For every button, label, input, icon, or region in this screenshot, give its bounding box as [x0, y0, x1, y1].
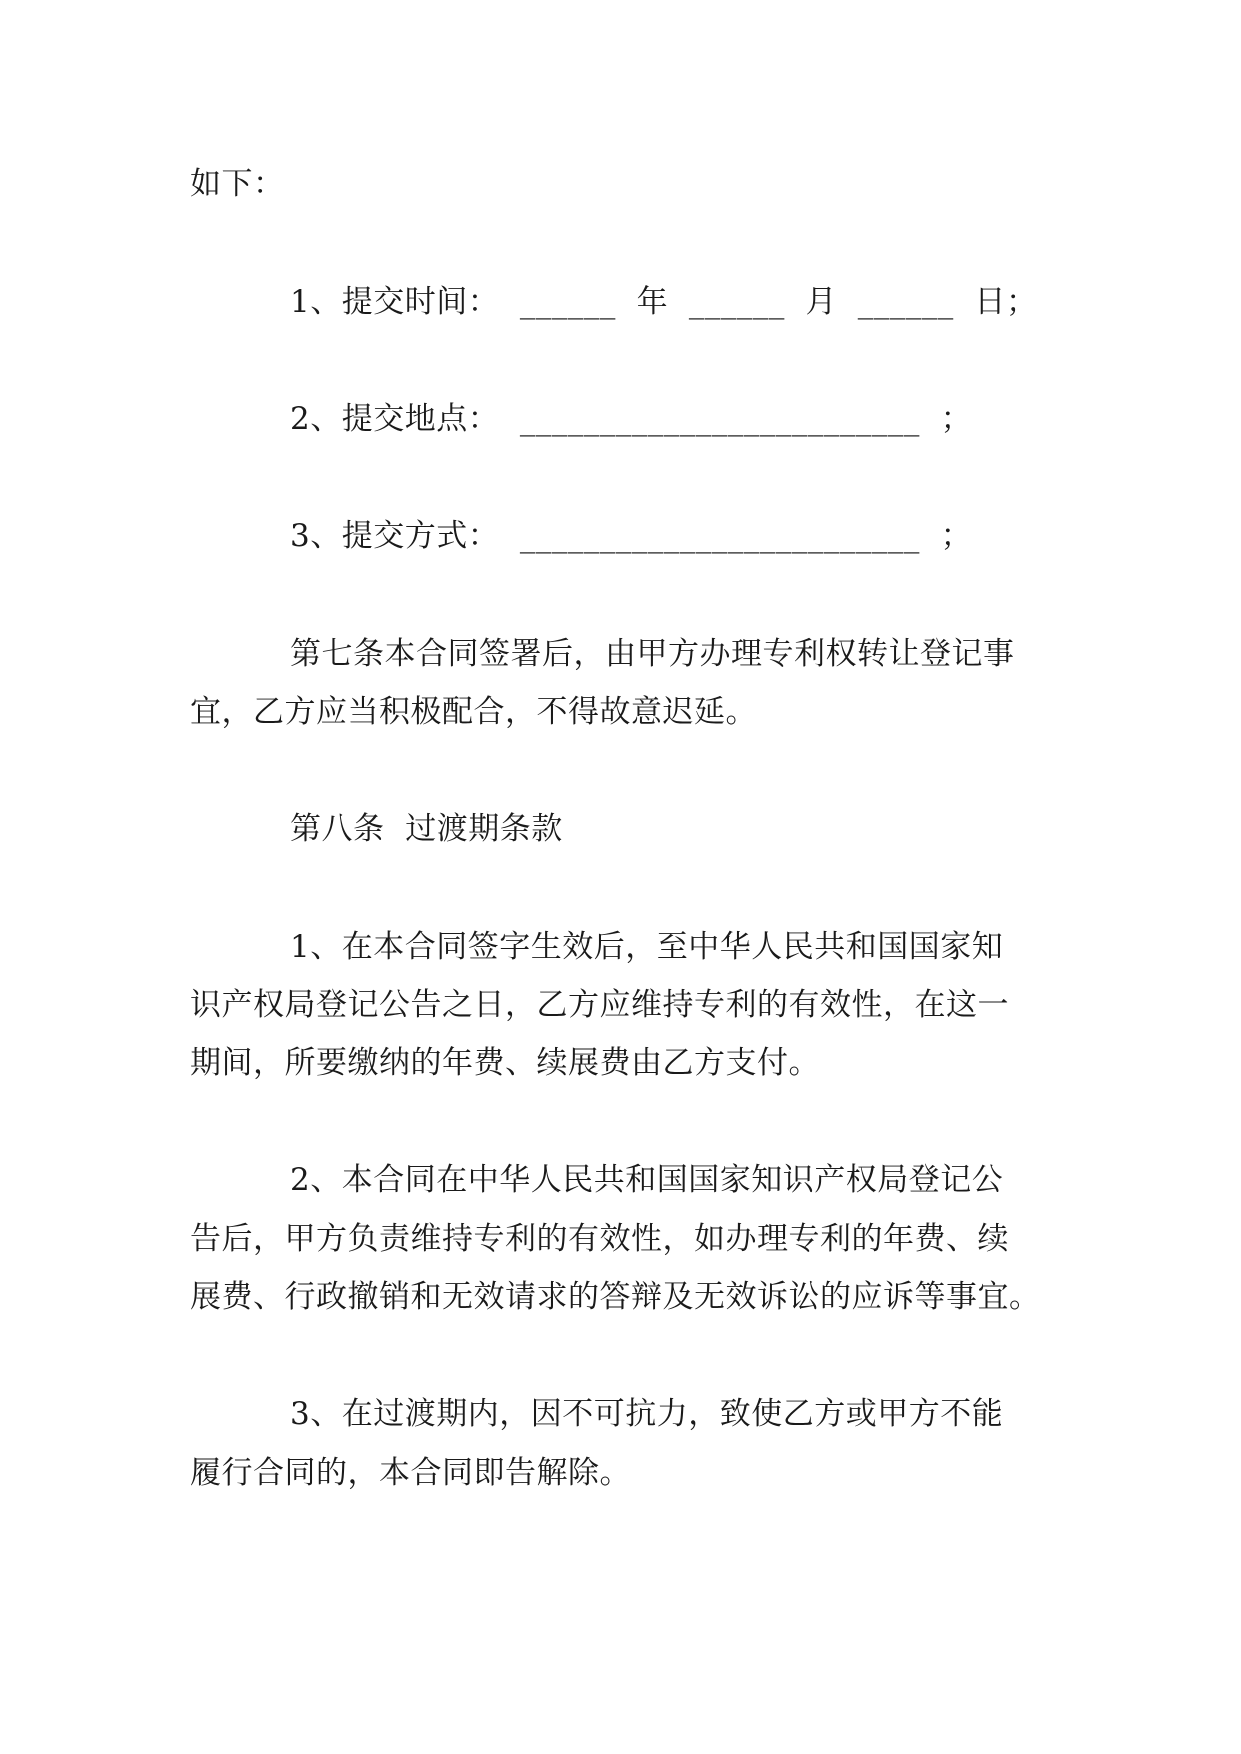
text-line-clause-2-cont: 展费、行政撤销和无效请求的答辩及无效诉讼的应诉等事宜。 [190, 1279, 1041, 1315]
text-line-submit-method: 3、提交方式： _________________________ ； [290, 518, 973, 554]
text-line-clause-2-cont: 告后，甲方负责维持专利的有效性，如办理专利的年费、续 [190, 1221, 1009, 1257]
text-line-submit-place: 2、提交地点： _________________________ ； [290, 401, 973, 437]
text-line-article-7-cont: 宜，乙方应当积极配合，不得故意迟延。 [190, 694, 757, 730]
text-line-clause-3: 3、在过渡期内，因不可抗力，致使乙方或甲方不能 [290, 1396, 1004, 1432]
text-line-article-8-heading: 第八条 过渡期条款 [290, 811, 563, 847]
text-line-article-7: 第七条本合同签署后，由甲方办理专利权转让登记事 [290, 636, 1015, 672]
text-line-submit-time: 1、提交时间： ______ 年 ______ 月 ______ 日； [290, 284, 1038, 320]
text-line-clause-2: 2、本合同在中华人民共和国国家知识产权局登记公 [290, 1162, 1004, 1198]
text-line-clause-1-cont: 识产权局登记公告之日，乙方应维持专利的有效性，在这一 [190, 987, 1009, 1023]
text-line-clause-3-cont: 履行合同的，本合同即告解除。 [190, 1455, 631, 1491]
text-line-clause-1: 1、在本合同签字生效后，至中华人民共和国国家知 [290, 929, 1004, 965]
text-line-clause-1-cont: 期间，所要缴纳的年费、续展费由乙方支付。 [190, 1045, 820, 1081]
text-line-intro: 如下： [190, 166, 285, 202]
